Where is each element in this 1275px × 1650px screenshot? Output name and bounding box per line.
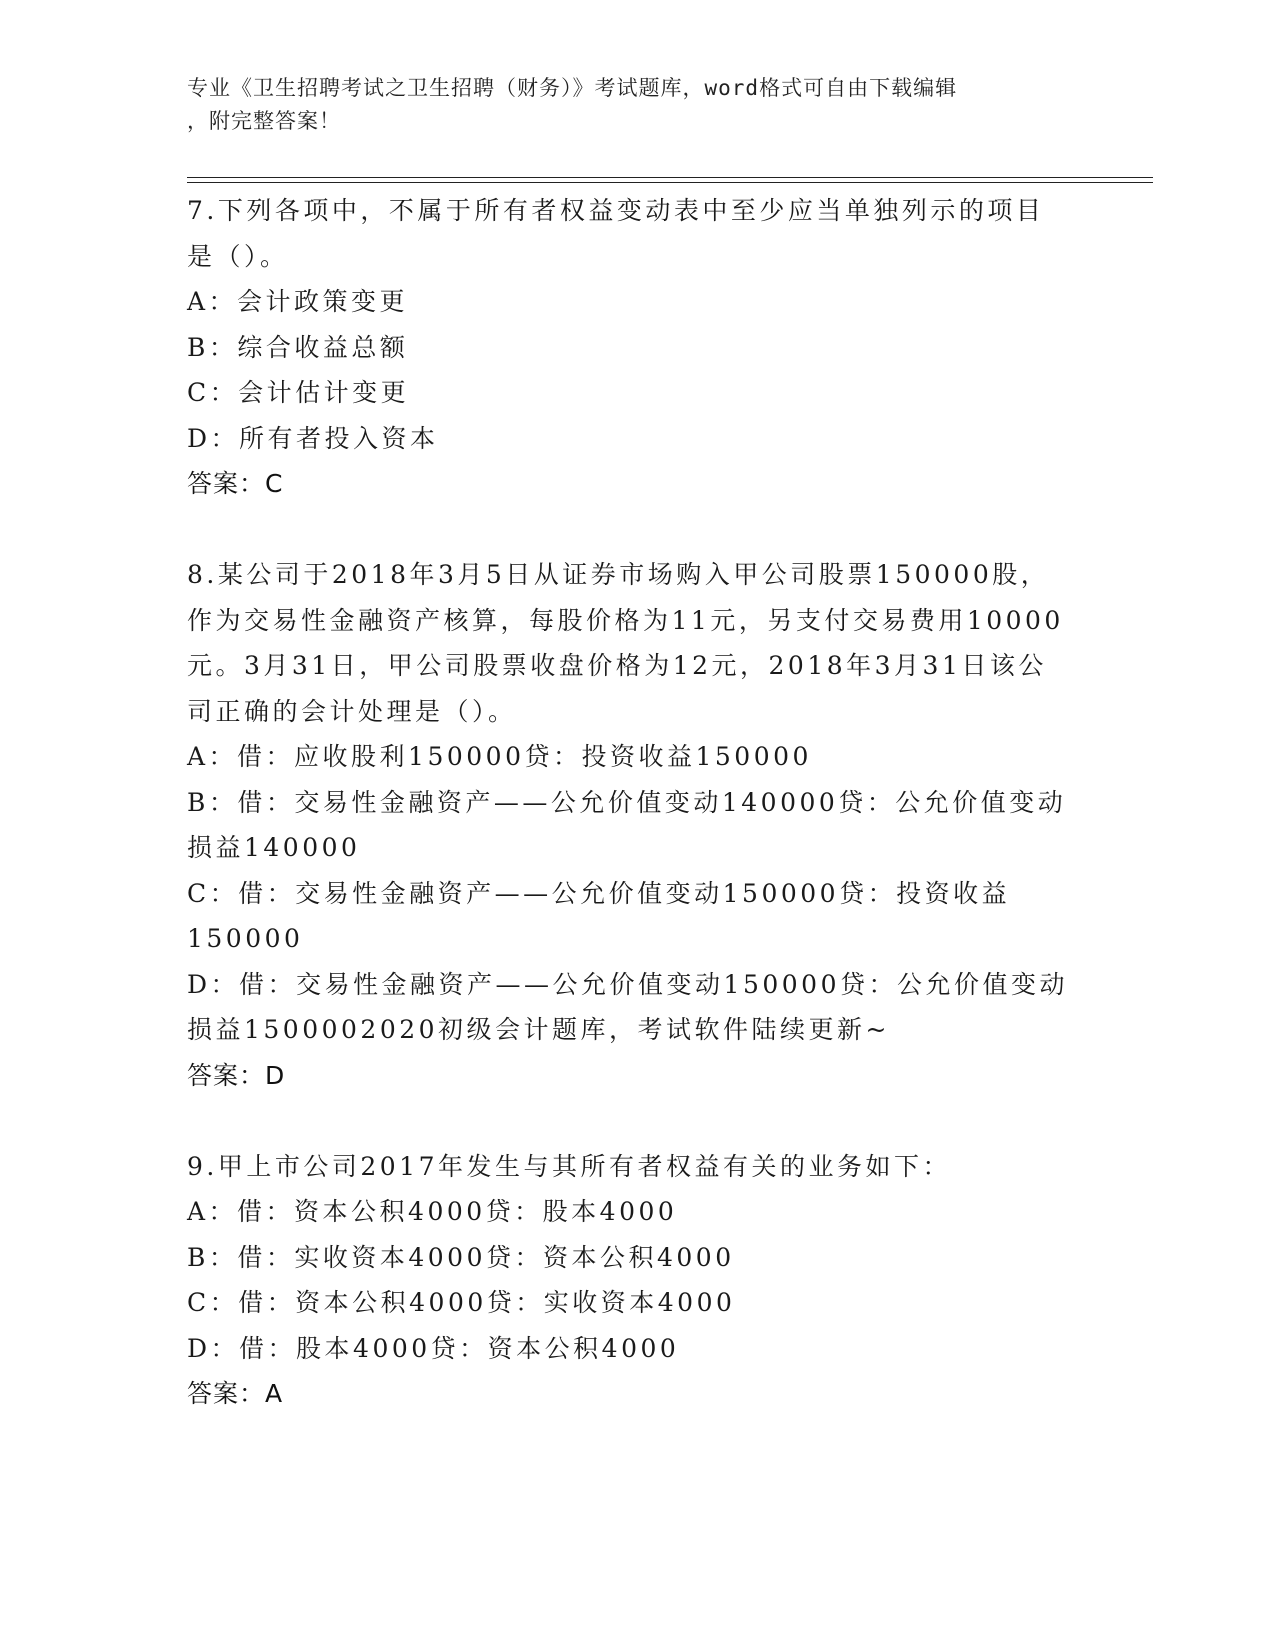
option-c: C：会计估计变更: [187, 378, 410, 407]
header-line: 专业《卫生招聘考试之卫生招聘（财务）》考试题库，word格式可自由下载编辑: [187, 76, 958, 100]
header-line: ，附完整答案！: [187, 109, 341, 133]
header-divider: [187, 182, 1153, 183]
option-a: A：会计政策变更: [187, 287, 409, 316]
answer-line: 答案：D: [187, 1060, 286, 1090]
header-divider: [187, 177, 1153, 178]
question-stem: 是（）。: [187, 241, 289, 271]
question-7: [187, 188, 1087, 507]
option-b: B：借：实收资本4000贷：资本公积4000: [187, 1242, 735, 1272]
option-b-continued: 损益140000: [187, 833, 361, 862]
option-d: D：所有者投入资本: [187, 423, 439, 453]
answer-line: 答案：C: [187, 469, 284, 498]
option-d: D：借：股本4000贷：资本公积4000: [187, 1333, 680, 1363]
answer-line: 答案：A: [187, 1379, 284, 1408]
question-9: [187, 1144, 1087, 1417]
option-d: D：借：交易性金融资产——公允价值变动150000贷：公允价值变动: [187, 969, 1068, 999]
question-stem: 元。3月31日，甲公司股票收盘价格为12元，2018年3月31日该公: [187, 651, 1047, 680]
spacer: [187, 507, 1087, 553]
question-stem: 司正确的会计处理是（）。: [187, 696, 517, 726]
option-d-continued: 损益1500002020初级会计题库，考试软件陆续更新~: [187, 1015, 891, 1044]
question-stem: 9.甲上市公司2017年发生与其所有者权益有关的业务如下：: [187, 1151, 951, 1181]
document-header: [187, 72, 1087, 138]
option-c: C：借：资本公积4000贷：实收资本4000: [187, 1288, 736, 1317]
option-a: A：借：资本公积4000贷：股本4000: [187, 1197, 678, 1226]
option-a: A：借：应收股利150000贷：投资收益150000: [187, 742, 812, 771]
option-c-continued: 150000: [187, 924, 304, 953]
question-stem: 8.某公司于2018年3月5日从证券市场购入甲公司股票150000股，: [187, 560, 1050, 589]
question-list: [187, 188, 1087, 1417]
question-stem: 作为交易性金融资产核算，每股价格为11元，另支付交易费用10000: [187, 605, 1064, 635]
question-8: [187, 552, 1087, 1098]
option-b: B：借：交易性金融资产——公允价值变动140000贷：公允价值变动: [187, 787, 1067, 817]
option-c: C：借：交易性金融资产——公允价值变动150000贷：投资收益: [187, 878, 1011, 908]
question-stem: 7.下列各项中，不属于所有者权益变动表中至少应当单独列示的项目: [187, 196, 1045, 225]
spacer: [187, 1098, 1087, 1144]
option-b: B：综合收益总额: [187, 332, 409, 362]
